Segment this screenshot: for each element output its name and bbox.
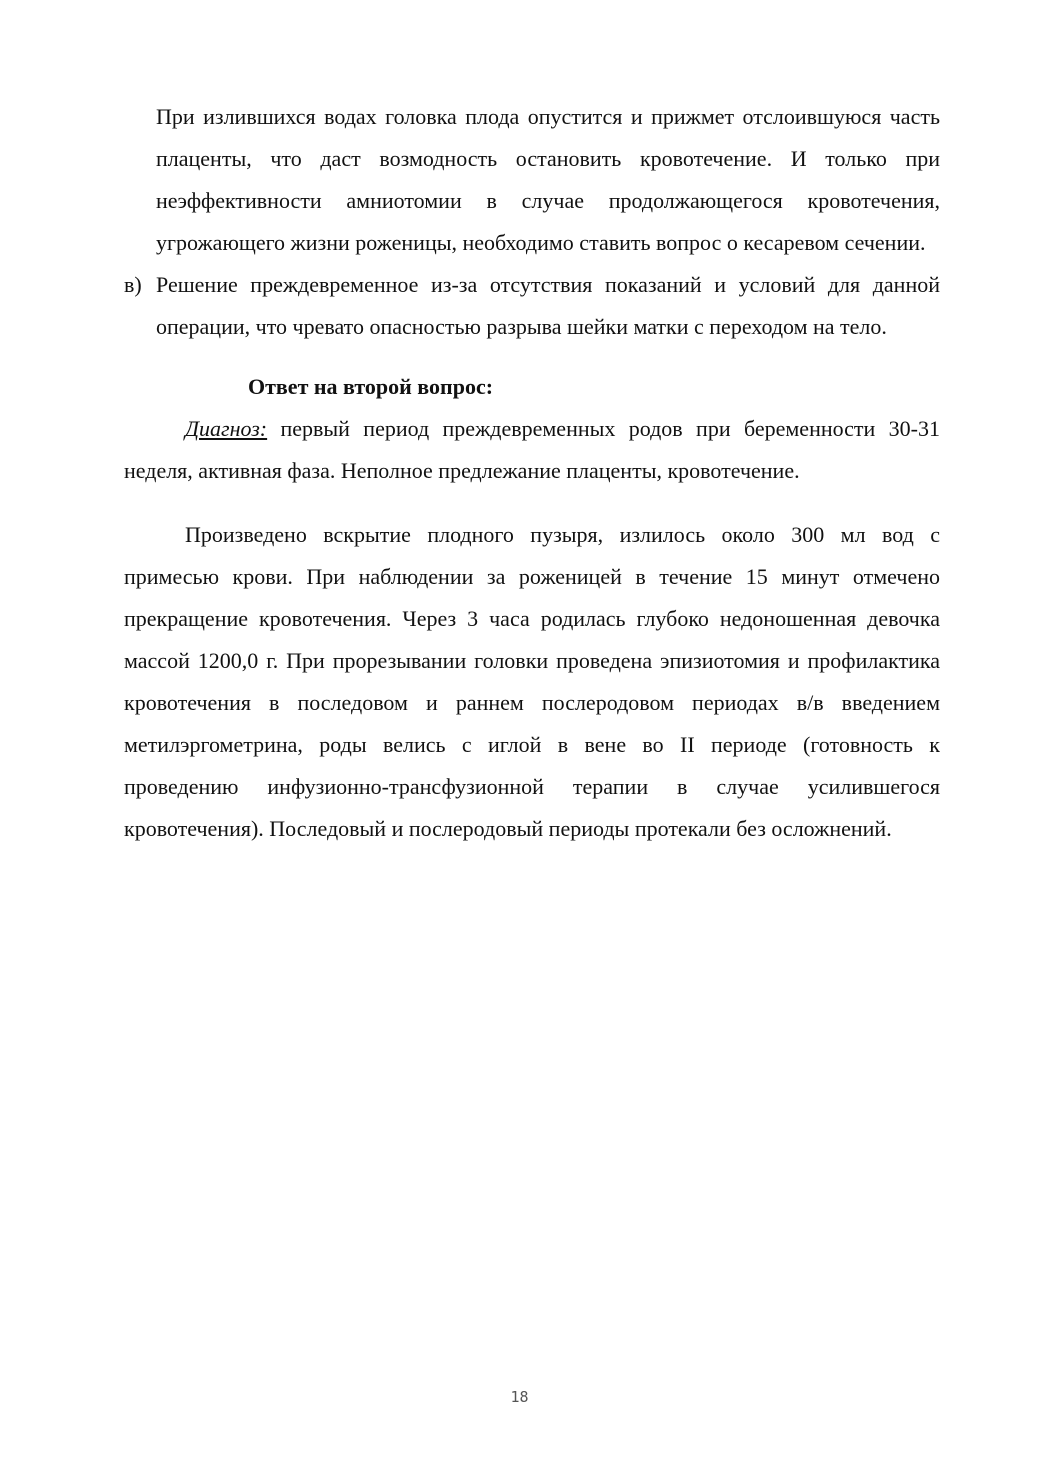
diagnosis-paragraph — [124, 408, 940, 492]
diagnosis-label: Диагноз: — [185, 416, 268, 441]
page-content — [124, 96, 940, 850]
list-item-v — [124, 264, 940, 348]
section-title: Ответ на второй вопрос: — [248, 374, 494, 399]
procedure-paragraph: Произведено вскрытие плодного пузыря, излилось около 300 мл вод с примесью крови. При наблюдении за роженицей в течение 15 минут отмечено прекращение кровотечения. Через 3 часа родилась глубоко недоношенная девочка массой 1200,0 г. При прорезывании головки проведена эпизиотомия и профилактика кровотечения в последовом и раннем послеродовом периодах в/в введением метилэргометрина, роды велись с иглой в вене во II периоде (готовность к проведению инфузионно-трансфузионной терапии в случае усилившегося кровотечения). Последовый и послеродовый периоды протекали без осложнений. — [124, 522, 940, 841]
diagnosis-text: первый период преждевременных родов при беременности 30-31 неделя, активная фаза. Неполное предлежание плаценты, кровотечение. — [124, 416, 940, 483]
continuation-paragraph: При излившихся водах головка плода опустится и прижмет отслоившуюся часть плаценты, что даст возмодность остановить кровотечение. И только при неэффективности амниотомии в случае продолжающегося кровотечения, угрожающего жизни роженицы, необходимо ставить вопрос о кесаревом сечении. — [156, 104, 940, 255]
page-number: 18 — [510, 1388, 529, 1406]
list-marker: в) — [124, 272, 142, 297]
list-item-text: Решение преждевременное из-за отсутствия показаний и условий для данной операции, что чревато опасностью разрыва шейки матки с переходом на тело. — [156, 272, 940, 339]
paragraph-gap — [124, 492, 940, 514]
